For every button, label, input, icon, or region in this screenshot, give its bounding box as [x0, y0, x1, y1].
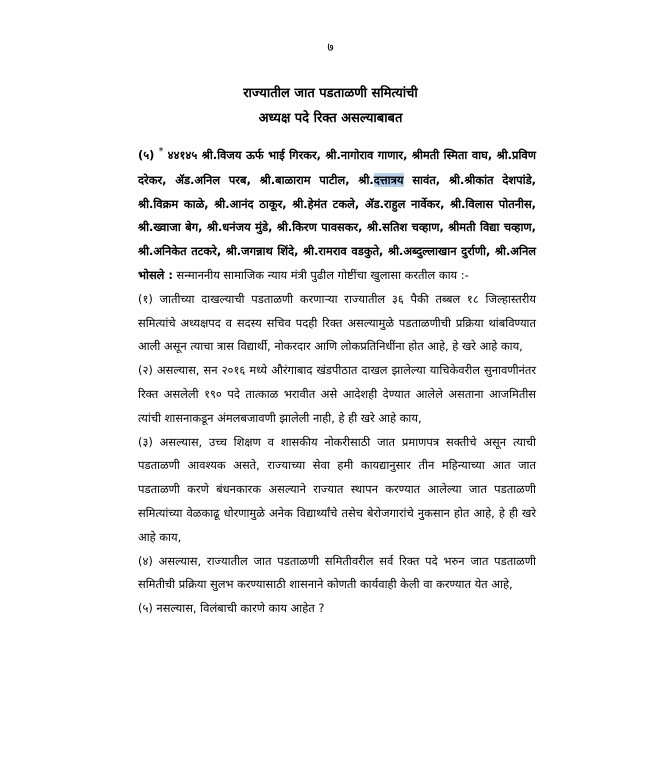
sub-question-1: (१) जातीच्या दाखल्याची पडताळणी करणाऱ्या राज्यातील ३६ पैकी तब्बल १८ जिल्हास्तरीय समित्यांचे अध्यक्षपद व सदस्य सचिव पदही रिक्त असल्यामुळे पडताळणीची प्रक्रिया थांबविण्यात आली असून त्याचा त्रास विद्यार्थी, नोकरदार आणि लोकप्रतिनिधींना होत आहे, हे खरे आहे काय,: [138, 291, 536, 354]
question-heading: [138, 144, 536, 288]
selected-text-highlight[interactable]: दत्तात्रय: [373, 172, 404, 187]
question-body: [138, 144, 536, 621]
sub-question-4: (४) असल्यास, राज्यातील जात पडताळणी समितीवरील सर्व रिक्त पदे भरुन जात पडताळणी समितीची प्रक्रिया सुलभ करण्यासाठी शासनाने कोणती कार्यवाही केली वा करण्यात येत आहे,: [138, 553, 536, 592]
sub-question-5: (५) नसल्यास, विलंबाची कारणे काय आहेत ?: [138, 601, 325, 616]
sub-question-3: (३) असल्यास, उच्च शिक्षण व शासकीय नोकरीसाठी जात प्रमाणपत्र सक्तीचे असून त्याची पडताळणी आवश्यक असते, राज्याच्या सेवा हमी कायद्यानुसार तीन महिन्याच्या आत जात पडताळणी करणे बंधनकारक असल्याने राज्यात स्थापन करण्यात आलेल्या जात पडताळणी समित्यांच्या वेळकाढू धोरणामुळे अनेक विद्यार्थ्यांचे तसेच बेरोजगारांचे नुकसान होत आहे, हे ही खरे आहे काय,: [138, 434, 536, 544]
question-serial: (५): [138, 148, 155, 162]
question-addressee: सन्माननीय सामाजिक न्याय मंत्री पुढील गोष्टींचा खुलासा करतील काय :-: [172, 267, 469, 282]
question-members-a: ४४१४५ श्री.विजय ऊर्फ भाई गिरकर, श्री.नागोराव गाणार, श्रीमती स्मिता वाघ, श्री.प्रविण दरेकर, ॲड.अनिल परब, श्री.बाळाराम पाटील, श्री.: [138, 148, 536, 187]
title-line-2: अध्यक्ष पदे रिक्त असल्याबाबत: [258, 111, 403, 126]
page-number: ७: [327, 40, 334, 54]
starred-marker: *: [158, 146, 164, 157]
title-line-1: राज्यातील जात पडताळणी समित्यांची: [243, 86, 418, 101]
question-members-b: सावंत, श्री.श्रीकांत देशपांडे, श्री.विक्रम काळे, श्री.आनंद ठाकूर, श्री.हेमंत टकले, ॲड.राहुल नार्वेकर, श्री.विलास पोतनीस, श्री.ख्वाजा बेग, श्री.धनंजय मुंडे, श्री.किरण पावसकर, श्री.सतिश चव्हाण, श्रीमती विद्या चव्हाण, श्री.अनिकेत तटकरे, श्री.जगन्नाथ शिंदे, श्री.रामराव वडकुते, श्री.अब्दुल्लाखान दुर्राणी, श्री.अनिल भोसले :: [138, 172, 536, 282]
sub-question-2: (२) असल्यास, सन २०१६ मध्ये औरंगाबाद खंडपीठात दाखल झालेल्या याचिकेवरील सुनावणीनंतर रिक्त असलेली १९० पदे तात्काळ भरावीत असे आदेशही देण्यात आलेले असताना आजमितीस त्यांची शासनाकडून अंमलबजावणी झालेली नाही, हे ही खरे आहे काय,: [138, 363, 536, 425]
